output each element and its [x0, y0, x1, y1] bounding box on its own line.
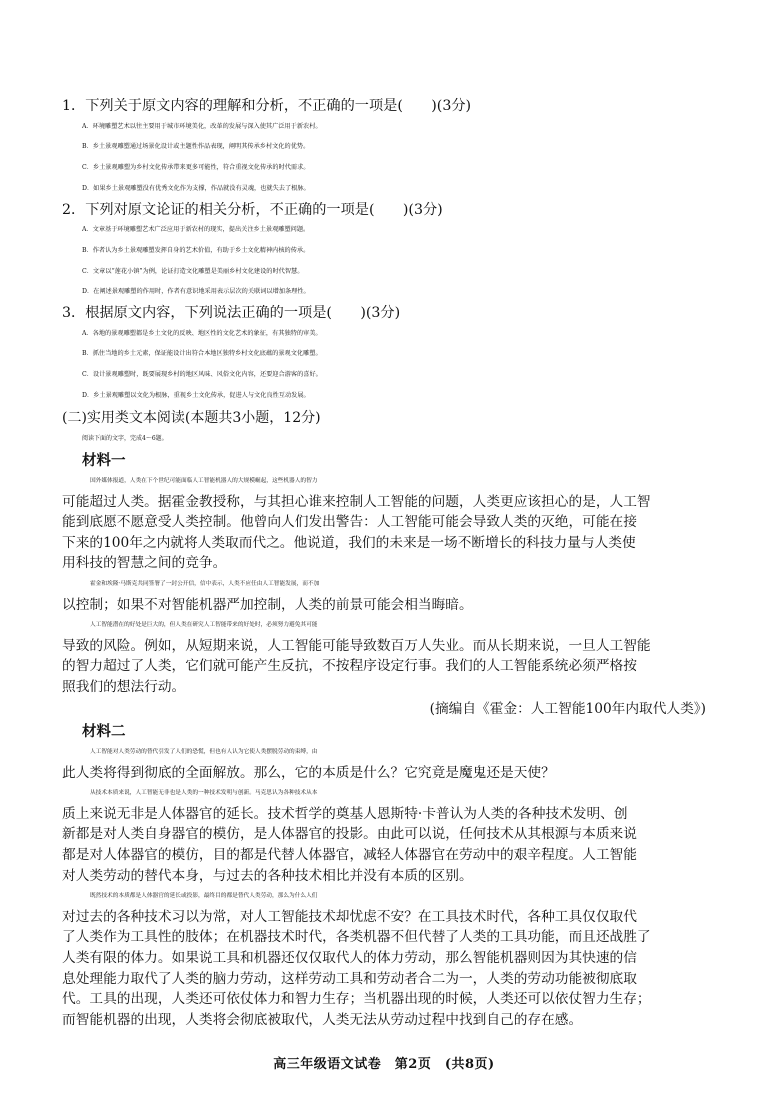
option-c: C．文章以“莲花小镇”为例，论证打造文化雕塑是美丽乡村文化建设的时代智慧。 [82, 267, 304, 275]
material-2-title: 材料二 [82, 723, 126, 740]
text-line: 代。工具的出现，人类还可依仗体力和智力生存；当机器出现的时候，人类还可以依仗智力生存； [62, 991, 651, 1008]
text-line: 霍金和埃隆·马斯克共同签署了一封公开信，信中表示，人类不应任由人工智能发展，而不加 [90, 581, 320, 588]
text-line: 导致的风险。例如，从短期来说，人工智能可能导致数百万人失业。而从长期来说，一旦人工智能 [62, 637, 651, 654]
material-1-paragraph-1 [62, 471, 710, 574]
option-b: B．作者认为乡土景观雕塑发挥自身的艺术价值，有助于乡土文化精神内核的传承。 [82, 246, 310, 254]
option-c: C．设计景观雕塑时，既要展现乡村的地区风味、风俗文化内容，还要迎合游客的喜好。 [82, 371, 322, 379]
question-1 [62, 96, 710, 200]
question-stem: 3．根据原文内容，下列说法正确的一项是( )(3分) [62, 305, 401, 322]
text-line: 质上来说无非是人体器官的延长。技术哲学的奠基人恩斯特·卡普认为人类的各种技术发明、创 [62, 805, 628, 822]
option-d: D．乡土景观雕塑以文化为根脉，重视乡土文化传承，促进人与文化良性互动发展。 [82, 391, 310, 399]
text-line: 人类有限的体力。如果说工具和机器还仅仅取代人的体力劳动，那么智能机器则因为其快速的信 [62, 950, 637, 967]
text-line: 人工智能潜在的好处是巨大的，但人类在研究人工智能带来的好处时，必须努力避免其可能 [90, 622, 318, 629]
text-line: 此人类将得到彻底的全面解放。那么，它的本质是什么？它究竟是魔鬼还是天使？ [62, 764, 555, 781]
text-line: 都是对人体器官的模仿，目的都是代替人体器官，减轻人体器官在劳动中的艰辛程度。人工智能 [62, 847, 637, 864]
text-line: 对过去的各种技术习以为常，对人工智能技术却忧虑不安？在工具技术时代，各种工具仅仅取代 [62, 908, 637, 925]
text-line: 下来的100年之内就将人类取而代之。他说道，我们的未来是一场不断增长的科技力量与人类使 [62, 534, 636, 551]
question-3 [62, 303, 710, 407]
option-a: A．环境雕塑艺术以往主要用于城市环境美化，改革的发展与深入使其广泛用于新农村。 [82, 122, 322, 130]
material-1-paragraph-3 [62, 615, 710, 697]
text-line: 从技术本质来说，人工智能无非也是人类的一种技术发明与创新。马克思认为各种技术从本 [90, 790, 318, 797]
option-d: D．在阐述景观雕塑的作用时，作者有意识地采用表示层次的关联词以增加条理性。 [82, 288, 310, 296]
text-line: 既然技术的本质都是人体器官的延长或投影，最终目的都是替代人类劳动，那么为什么人们 [90, 893, 318, 900]
section-instruction: 阅读下面的文字，完成4～6题。 [82, 434, 168, 442]
text-line: 以控制；如果不对智能机器严加控制，人类的前景可能会相当晦暗。 [62, 596, 473, 613]
question-stem: 1．下列关于原文内容的理解和分析，不正确的一项是( )(3分) [62, 98, 472, 114]
text-line: 国外媒体报道，人类在下个世纪可能面临人工智能机器人的大规模崛起，这些机器人的智力 [90, 478, 318, 485]
text-line: 可能超过人类。据霍金教授称，与其担心谁来控制人工智能的问题，人类更应该担心的是，人工智 [62, 493, 651, 510]
text-line: 对人类劳动的替代本身，与过去的各种技术相比并没有本质的区别。 [62, 867, 473, 884]
material-1-title: 材料一 [82, 452, 126, 469]
text-line: 照我们的想法行动。 [62, 678, 186, 695]
text-line: 而智能机器的出现，人类将会彻底被取代，人类无法从劳动过程中找到自己的存在感。 [62, 1011, 583, 1028]
text-line: 用科技的智慧之间的竞争。 [62, 555, 227, 572]
text-line: 的智力超过了人类，它们就可能产生反抗，不按程序设定行事。我们的人工智能系统必须严格按 [62, 658, 637, 675]
option-b: B．乡土景观雕塑通过场景化设计或主题性作品表现，阐明其传承乡村文化的优势。 [82, 143, 310, 151]
text-line: 能到底愿不愿意受人类控制。他曾向人们发出警告：人工智能可能会导致人类的灭绝，可能在接 [62, 514, 637, 531]
material-1-paragraph-2 [62, 574, 710, 615]
option-b: B．抓住当地的乡土元素，保证能设计出符合本地区独特乡村文化底蕴的景观文化雕塑。 [82, 350, 322, 358]
text-line: 息处理能力取代了人类的脑力劳动，这样劳动工具和劳动者合二为一，人类的劳动功能被彻底取 [62, 970, 637, 987]
question-2 [62, 200, 710, 304]
question-stem: 2．下列对原文论证的相关分析，不正确的一项是( )(3分) [62, 201, 443, 218]
option-d: D．如果乡土景观雕塑没有优秀文化作为支撑，作品就没有灵魂，也就失去了根脉。 [82, 184, 310, 192]
text-line: 了人类作为工具性的肢体；在机器技术时代，各类机器不但代替了人类的工具功能，而且还战胜了 [62, 929, 651, 946]
option-a: A．文章基于环境雕塑艺术广泛应用于新农村的现实，提出关注乡土景观雕塑问题。 [82, 226, 310, 234]
material-2-paragraph-2 [62, 783, 710, 886]
option-c: C．乡土景观雕塑为乡村文化传承带来更多可能性，符合重视文化传承的时代需求。 [82, 164, 310, 172]
page-footer: 高三年级语文试卷 第2页 (共8页) [273, 1057, 495, 1072]
text-line: 人工智能对人类劳动的替代引发了人们的恐慌，但也有人认为它使人类摆脱劳动的束缚，由 [90, 749, 318, 756]
text-line: 新都是对人类自身器官的模仿，是人体器官的投影。由此可以说，任何技术从其根源与本质来说 [62, 826, 637, 843]
material-2-paragraph-3 [62, 886, 710, 1030]
material-1-source: (摘编自《霍金：人工智能100年内取代人类》) [429, 700, 706, 717]
option-a: A．各地的景观雕塑都是乡土文化的反映、地区性的文化艺术的象征，有其独特的审美。 [82, 329, 322, 337]
section-heading: (二)实用类文本阅读(本题共3小题，12分) [62, 409, 321, 426]
material-2-paragraph-1 [62, 742, 710, 783]
